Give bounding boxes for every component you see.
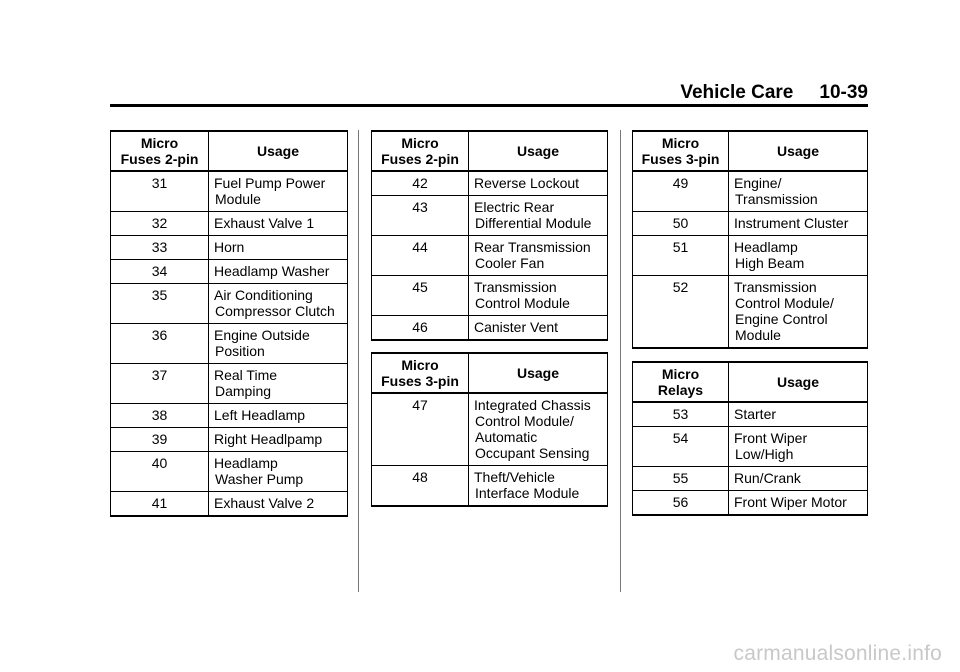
fuse-table-micro-3pin-b bbox=[632, 130, 868, 349]
usage-line: Control Module/ bbox=[475, 413, 574, 429]
usage-line: Headlamp bbox=[214, 455, 278, 471]
usage-line: Exhaust Valve 1 bbox=[214, 215, 315, 231]
table-row bbox=[633, 427, 868, 467]
header-line: Fuses 2-pin bbox=[381, 151, 459, 167]
header-line: Micro bbox=[661, 135, 700, 151]
column-header-usage: Usage bbox=[469, 131, 608, 171]
table-header-row bbox=[633, 131, 868, 171]
relay-table-micro bbox=[632, 361, 868, 516]
fuse-number: 43 bbox=[372, 196, 469, 236]
usage-line: Differential Module bbox=[475, 215, 592, 231]
usage-line: Control Module bbox=[475, 295, 570, 311]
fuse-usage bbox=[209, 324, 348, 364]
fuse-table-micro-3pin-a bbox=[371, 352, 608, 507]
usage-line: Front Wiper bbox=[734, 430, 808, 446]
table-row bbox=[111, 364, 348, 404]
table-row bbox=[111, 492, 348, 517]
usage-line: Theft/Vehicle bbox=[474, 469, 555, 485]
fuse-usage bbox=[209, 260, 348, 284]
fuse-number: 39 bbox=[111, 428, 209, 452]
column-header-usage: Usage bbox=[209, 131, 348, 171]
fuse-number: 46 bbox=[372, 316, 469, 341]
fuse-number: 38 bbox=[111, 404, 209, 428]
fuse-usage bbox=[469, 196, 608, 236]
table-row bbox=[111, 171, 348, 212]
usage-line: Engine Control bbox=[735, 311, 828, 327]
fuse-number: 45 bbox=[372, 276, 469, 316]
fuse-usage bbox=[209, 171, 348, 212]
header-line: Micro bbox=[661, 366, 700, 382]
usage-line: Reverse Lockout bbox=[474, 175, 580, 191]
table-row bbox=[633, 491, 868, 516]
fuse-usage bbox=[729, 402, 868, 427]
usage-line: Transmission bbox=[734, 279, 817, 295]
header-line: Fuses 2-pin bbox=[120, 151, 199, 167]
column-header-fuse bbox=[633, 131, 729, 171]
usage-line: Engine/ bbox=[734, 175, 782, 191]
usage-line: Low/High bbox=[735, 446, 794, 462]
fuse-number: 37 bbox=[111, 364, 209, 404]
table-row bbox=[111, 212, 348, 236]
usage-line: Left Headlamp bbox=[214, 407, 306, 423]
fuse-number: 41 bbox=[111, 492, 209, 517]
fuse-number: 49 bbox=[633, 171, 729, 212]
column-header-fuse bbox=[372, 353, 469, 393]
table-row bbox=[111, 236, 348, 260]
watermark: carmanualsonline.info bbox=[733, 642, 942, 665]
fuse-number: 33 bbox=[111, 236, 209, 260]
table-row bbox=[372, 196, 608, 236]
table-header-row bbox=[633, 362, 868, 402]
usage-line: Engine Outside bbox=[214, 327, 310, 343]
table-row bbox=[111, 428, 348, 452]
table-row bbox=[372, 466, 608, 507]
fuse-number: 34 bbox=[111, 260, 209, 284]
fuse-number: 55 bbox=[633, 467, 729, 491]
column-header-fuse bbox=[372, 131, 469, 171]
fuse-number: 52 bbox=[633, 276, 729, 349]
usage-line: Exhaust Valve 2 bbox=[214, 495, 315, 511]
fuse-usage bbox=[209, 284, 348, 324]
usage-line: Headlamp bbox=[734, 239, 798, 255]
table-row bbox=[372, 316, 608, 341]
header-rule bbox=[110, 104, 868, 107]
fuse-table-micro-2pin-b bbox=[371, 130, 608, 341]
fuse-usage bbox=[469, 466, 608, 507]
usage-line: Right Headlpamp bbox=[214, 431, 323, 447]
table-row bbox=[111, 404, 348, 428]
fuse-number: 40 bbox=[111, 452, 209, 492]
fuse-usage bbox=[209, 364, 348, 404]
table-row bbox=[372, 276, 608, 316]
usage-line: Module bbox=[735, 327, 781, 343]
fuse-number: 31 bbox=[111, 171, 209, 212]
usage-line: Air Conditioning bbox=[214, 287, 313, 303]
header-line: Relays bbox=[657, 382, 704, 398]
fuse-usage bbox=[209, 236, 348, 260]
table-row bbox=[111, 284, 348, 324]
column-divider bbox=[358, 130, 359, 592]
usage-line: Starter bbox=[734, 406, 777, 422]
usage-line: Occupant Sensing bbox=[475, 445, 590, 461]
table-row bbox=[372, 393, 608, 466]
usage-line: Electric Rear bbox=[474, 199, 555, 215]
header-line: Micro bbox=[401, 135, 439, 151]
table-row bbox=[633, 402, 868, 427]
usage-line: Real Time bbox=[214, 367, 278, 383]
column-header-usage: Usage bbox=[729, 131, 868, 171]
usage-line: Transmission bbox=[735, 191, 818, 207]
header-line: Fuses 3-pin bbox=[641, 151, 720, 167]
usage-line: Control Module/ bbox=[735, 295, 834, 311]
fuse-usage bbox=[469, 171, 608, 196]
fuse-usage bbox=[469, 316, 608, 341]
page-number: 10-39 bbox=[819, 82, 868, 103]
table-row bbox=[633, 212, 868, 236]
fuse-number: 35 bbox=[111, 284, 209, 324]
fuse-usage bbox=[469, 236, 608, 276]
usage-line: Automatic bbox=[475, 429, 538, 445]
table-header-row bbox=[372, 353, 608, 393]
usage-line: Cooler Fan bbox=[475, 255, 545, 271]
usage-line: Washer Pump bbox=[215, 471, 304, 487]
table-row bbox=[111, 452, 348, 492]
fuse-usage bbox=[729, 171, 868, 212]
section-title: Vehicle Care bbox=[680, 82, 794, 103]
fuse-number: 47 bbox=[372, 393, 469, 466]
fuse-table-micro-2pin-a bbox=[110, 130, 348, 517]
table-row bbox=[633, 171, 868, 212]
fuse-usage bbox=[729, 467, 868, 491]
fuse-number: 56 bbox=[633, 491, 729, 516]
page-header bbox=[110, 82, 868, 104]
fuse-usage bbox=[209, 452, 348, 492]
table-header-row bbox=[111, 131, 348, 171]
usage-line: Compressor Clutch bbox=[215, 303, 335, 319]
usage-line: Damping bbox=[215, 383, 272, 399]
usage-line: Integrated Chassis bbox=[474, 397, 591, 413]
table-row bbox=[633, 467, 868, 491]
fuse-usage bbox=[209, 404, 348, 428]
table-row bbox=[372, 171, 608, 196]
fuse-usage bbox=[729, 276, 868, 349]
usage-line: Module bbox=[215, 191, 261, 207]
usage-line: Run/Crank bbox=[734, 470, 801, 486]
column-header-usage: Usage bbox=[729, 362, 868, 402]
fuse-usage bbox=[209, 428, 348, 452]
usage-line: Fuel Pump Power bbox=[214, 175, 326, 191]
column-header-fuse bbox=[633, 362, 729, 402]
fuse-number: 48 bbox=[372, 466, 469, 507]
fuse-usage bbox=[729, 212, 868, 236]
fuse-number: 51 bbox=[633, 236, 729, 276]
table-row bbox=[633, 276, 868, 349]
fuse-usage bbox=[469, 393, 608, 466]
usage-line: High Beam bbox=[735, 255, 805, 271]
fuse-number: 44 bbox=[372, 236, 469, 276]
usage-line: Headlamp Washer bbox=[214, 263, 330, 279]
table-header-row bbox=[372, 131, 608, 171]
table-row bbox=[111, 260, 348, 284]
column-header-usage: Usage bbox=[469, 353, 608, 393]
fuse-number: 32 bbox=[111, 212, 209, 236]
fuse-usage bbox=[209, 212, 348, 236]
usage-line: Horn bbox=[214, 239, 245, 255]
fuse-usage bbox=[729, 236, 868, 276]
usage-line: Instrument Cluster bbox=[734, 215, 849, 231]
column-header-fuse bbox=[111, 131, 209, 171]
fuse-number: 36 bbox=[111, 324, 209, 364]
fuse-usage bbox=[729, 427, 868, 467]
usage-line: Interface Module bbox=[475, 485, 580, 501]
fuse-number: 54 bbox=[633, 427, 729, 467]
table-row bbox=[111, 324, 348, 364]
header-line: Micro bbox=[140, 135, 179, 151]
fuse-usage bbox=[729, 491, 868, 516]
usage-line: Position bbox=[215, 343, 265, 359]
fuse-number: 42 bbox=[372, 171, 469, 196]
column-divider bbox=[620, 130, 621, 592]
fuse-number: 53 bbox=[633, 402, 729, 427]
fuse-usage bbox=[209, 492, 348, 517]
header-line: Fuses 3-pin bbox=[381, 373, 459, 389]
usage-line: Canister Vent bbox=[474, 319, 559, 335]
header-line: Micro bbox=[401, 357, 439, 373]
usage-line: Rear Transmission bbox=[474, 239, 591, 255]
fuse-usage bbox=[469, 276, 608, 316]
table-row bbox=[633, 236, 868, 276]
usage-line: Front Wiper Motor bbox=[734, 494, 847, 510]
table-row bbox=[372, 236, 608, 276]
fuse-number: 50 bbox=[633, 212, 729, 236]
usage-line: Transmission bbox=[474, 279, 557, 295]
